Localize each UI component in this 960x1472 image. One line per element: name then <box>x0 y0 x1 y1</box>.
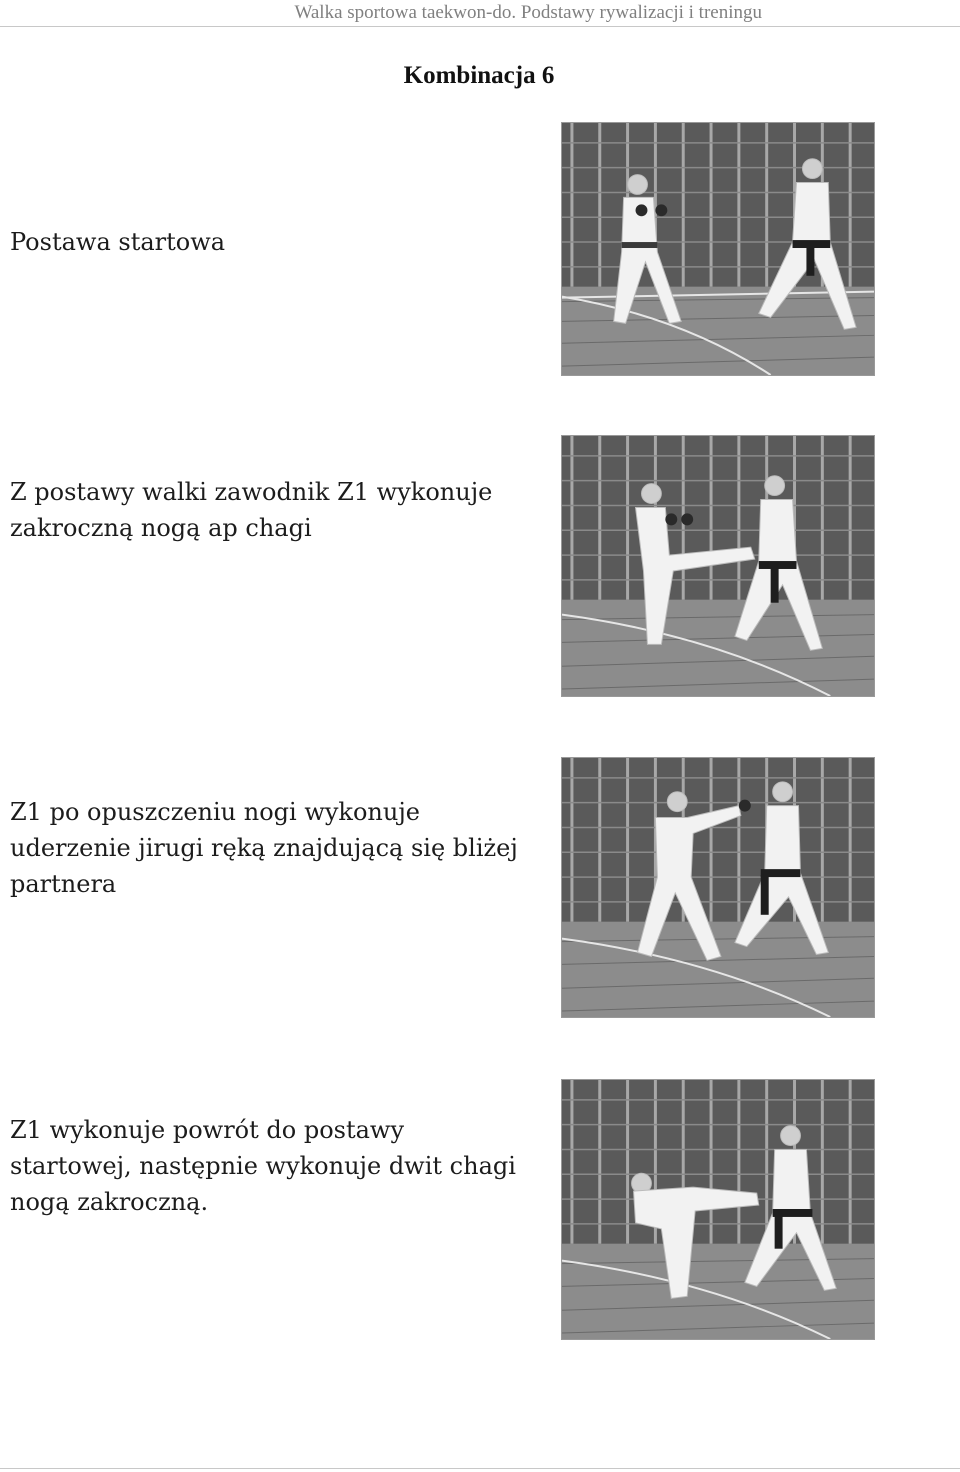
dwit-chagi-image <box>562 1080 874 1339</box>
running-title: Walka sportowa taekwon-do. Podstawy rywalizacji i treningu <box>294 2 762 23</box>
start-stance-image <box>562 123 874 375</box>
step-3-text: Z1 po opuszczeniu nogi wykonuje uderzenie jirugi ręką znajdującą się bliżej partnera <box>10 798 518 898</box>
ap-chagi-kick-photo <box>561 435 875 697</box>
footer-rule <box>0 1468 960 1469</box>
dwit-chagi-kick-photo <box>561 1079 875 1340</box>
start-stance-photo <box>561 122 875 376</box>
step-1-text: Postawa startowa <box>10 228 226 256</box>
step-4-text: Z1 wykonuje powrót do postawy startowej, następnie wykonuje dwit chagi nogą zakroczną. <box>10 1116 516 1216</box>
jirugi-image <box>562 758 874 1017</box>
ap-chagi-image <box>562 436 874 696</box>
page-title-text: Kombinacja 6 <box>403 62 555 89</box>
step-2-text: Z postawy walki zawodnik Z1 wykonuje zakroczną nogą ap chagi <box>10 478 493 542</box>
running-header <box>0 0 960 27</box>
page-title <box>0 62 960 90</box>
jirugi-punch-photo <box>561 757 875 1018</box>
